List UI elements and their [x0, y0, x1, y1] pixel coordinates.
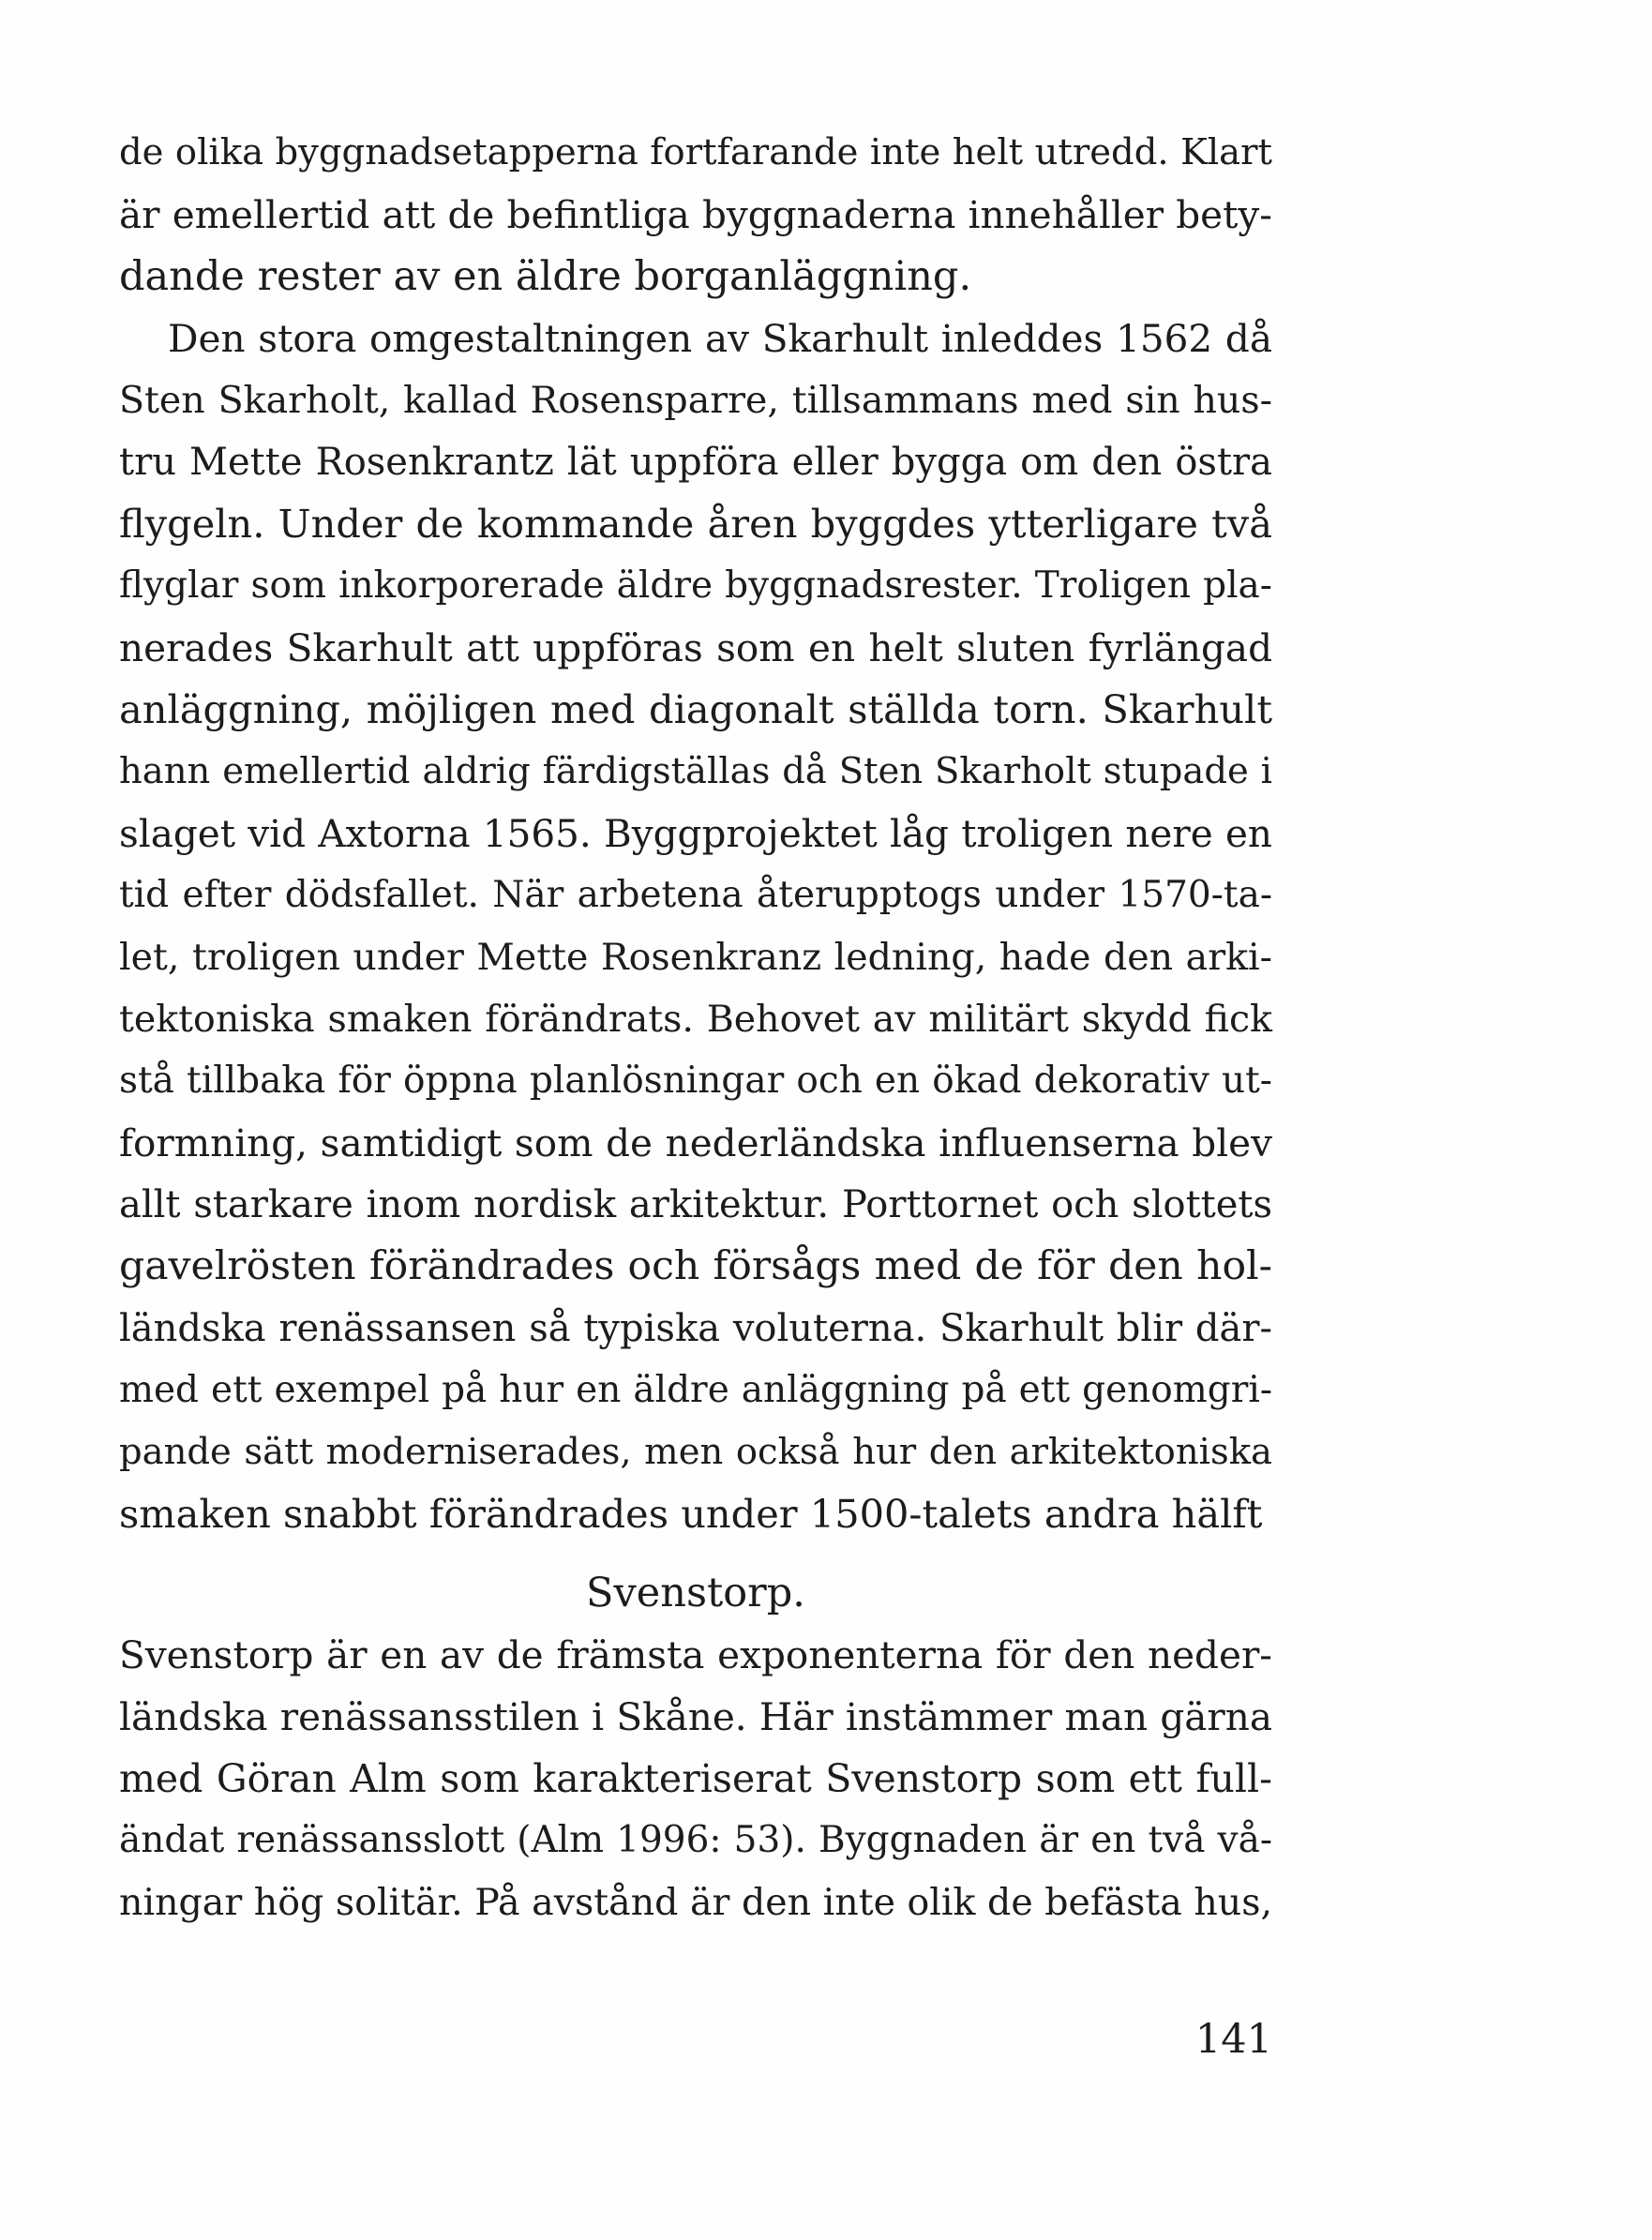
text-line: flygeln. Under de kommande åren byggdes ytterligare två	[119, 501, 1272, 547]
text-line: ländska renässansen så typiska voluterna. Skarhult blir där-	[119, 1307, 1272, 1350]
section-heading: Svenstorp.	[586, 1570, 805, 1616]
text-line: hann emellertid aldrig färdigställas då Sten Skarholt stupade i	[119, 750, 1272, 792]
text-line: ländska renässansstilen i Skåne. Här instämmer man gärna	[119, 1694, 1272, 1739]
text-line: ningar hög solitär. På avstånd är den inte olik de befästa hus,	[119, 1881, 1273, 1924]
page-number: 141	[1194, 2016, 1272, 2063]
text-line: Svenstorp är en av de främsta exponenterna för den neder-	[119, 1632, 1272, 1677]
text-line: pande sätt moderniserades, men också hur den arkitektoniska	[119, 1431, 1272, 1473]
paragraph-skarhult	[119, 308, 1272, 1545]
text-line: anläggning, möjligen med diagonalt ställda torn. Skarhult	[119, 686, 1272, 732]
text-line: nerades Skarhult att uppföras som en helt sluten fyrlängad	[119, 625, 1272, 670]
text-line: ändat renässansslott (Alm 1996: 53). Byggnaden är en två vå-	[119, 1819, 1272, 1861]
text-line: flyglar som inkorporerade äldre byggnadsrester. Troligen pla-	[119, 564, 1272, 607]
text-line: stå tillbaka för öppna planlösningar och en ökad dekorativ ut-	[119, 1060, 1272, 1102]
text-line: let, troligen under Mette Rosenkranz ledning, hade den arki-	[119, 936, 1272, 979]
text-line: gavelrösten förändrades och försågs med de för den hol-	[119, 1243, 1272, 1289]
text-line: allt starkare inom nordisk arkitektur. Porttornet och slottets	[119, 1183, 1272, 1226]
text-line: dande rester av en äldre borganläggning.	[119, 253, 972, 300]
text-line: är emellertid att de befintliga byggnaderna innehåller bety-	[119, 192, 1272, 237]
paragraph-svenstorp	[119, 1624, 1272, 1933]
text-line: de olika byggnadsetapperna fortfarande inte helt utredd. Klart	[119, 131, 1272, 173]
text-line: tid efter dödsfallet. När arbetena återupptogs under 1570-ta-	[119, 874, 1272, 916]
text-line: med ett exempel på hur en äldre anläggning på ett genomgri-	[119, 1369, 1272, 1411]
text-line: formning, samtidigt som de nederländska influenserna blev	[119, 1120, 1272, 1165]
text-line: tektoniska smaken förändrats. Behovet av militärt skydd fick	[119, 998, 1272, 1041]
text-line: tru Mette Rosenkrantz lät uppföra eller bygga om den östra	[119, 441, 1272, 484]
text-line: smaken snabbt förändrades under 1500-talets andra hälft	[119, 1491, 1263, 1537]
text-line: Sten Skarholt, kallad Rosensparre, tillsammans med sin hus-	[119, 379, 1272, 422]
paragraph-continued	[119, 122, 1272, 308]
text-line: med Göran Alm som karakteriserat Svenstorp som ett full-	[119, 1756, 1272, 1801]
text-line: Den stora omgestaltningen av Skarhult inleddes 1562 då	[168, 316, 1272, 361]
text-line: slaget vid Axtorna 1565. Byggprojektet låg troligen nere en	[119, 811, 1272, 856]
